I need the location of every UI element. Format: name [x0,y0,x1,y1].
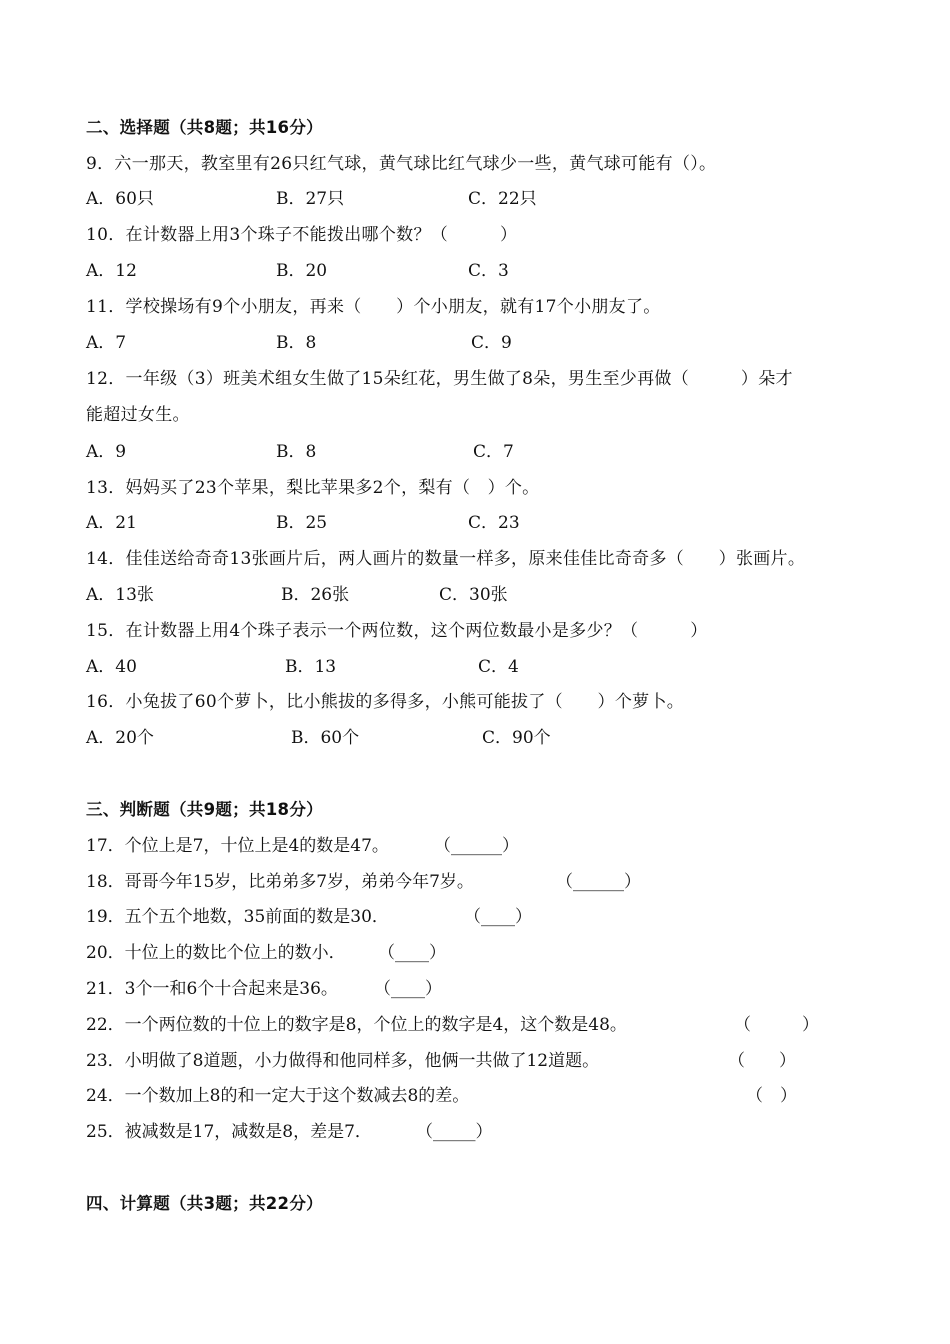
option-c: C．7 [473,442,514,462]
question-16: 16．小兔拔了60个萝卜，比小熊拔的多得多，小熊可能拔了（ ）个萝卜。 [86,692,685,712]
question-text: 20．十位上的数比个位上的数小． [86,943,346,963]
options-14 [86,583,910,607]
option-a: A．60只 [86,189,154,209]
question-10: 10．在计数器上用3个珠子不能拨出哪个数？（ ） [86,225,518,245]
question-19 [86,905,910,929]
option-c: C．23 [468,513,520,533]
answer-blank: （____） [374,979,442,999]
answer-blank: （______） [556,872,641,892]
option-a: A．9 [86,442,127,462]
option-b: B．60个 [291,728,360,748]
question-12-line-1: 12．一年级（3）班美术组女生做了15朵红花，男生做了8朵，男生至少再做（ ）朵才 [86,369,793,389]
question-20 [86,941,910,965]
option-c: C．22只 [468,189,537,209]
option-b: B．8 [276,442,317,462]
option-b: B．27只 [276,189,345,209]
question-22 [86,1013,910,1037]
answer-blank: （_____） [416,1122,493,1142]
answer-blank: （____） [464,907,532,927]
section-heading-choice: 二、选择题（共8题；共16分） [86,118,323,137]
question-13: 13．妈妈买了23个苹果，梨比苹果多2个，梨有（ ）个。 [86,478,540,498]
option-c: C．9 [471,333,512,353]
answer-blank: （____） [378,943,446,963]
answer-blank: （______） [434,836,519,856]
question-text: 19．五个五个地数，35前面的数是30． [86,907,389,927]
option-c: C．30张 [439,585,508,605]
question-24 [86,1084,910,1108]
option-a: A．13张 [86,585,154,605]
question-text: 25．被减数是17，减数是8，差是7． [86,1122,372,1142]
option-c: C．4 [478,657,519,677]
option-b: B．26张 [281,585,350,605]
option-c: C．90个 [482,728,551,748]
options-9 [86,187,910,211]
options-12 [86,440,910,464]
option-b: B．25 [276,513,328,533]
options-10 [86,259,910,283]
option-a: A．21 [86,513,137,533]
options-15 [86,655,910,679]
question-23 [86,1049,910,1073]
question-15: 15．在计数器上用4个珠子表示一个两位数，这个两位数最小是多少？（ ） [86,621,708,641]
option-a: A．7 [86,333,127,353]
question-11: 11．学校操场有9个小朋友，再来（ ）个小朋友，就有17个小朋友了。 [86,297,661,317]
option-b: B．13 [285,657,337,677]
question-21 [86,977,910,1001]
option-c: C．3 [468,261,509,281]
question-9: 9．六一那天，教室里有26只红气球，黄气球比红气球少一些，黄气球可能有（）。 [86,154,717,174]
answer-blank: （ ） [734,1015,819,1035]
question-text: 18．哥哥今年15岁，比弟弟多7岁，弟弟今年7岁。 [86,872,474,892]
option-a: A．12 [86,261,137,281]
question-17 [86,834,910,858]
options-13 [86,511,910,535]
options-11 [86,331,910,355]
question-text: 22．一个两位数的十位上的数字是8，个位上的数字是4，这个数是48。 [86,1015,627,1035]
question-25 [86,1120,910,1144]
option-a: A．40 [86,657,137,677]
option-b: B．8 [276,333,317,353]
question-14: 14．佳佳送给奇奇13张画片后，两人画片的数量一样多，原来佳佳比奇奇多（ ）张画片。 [86,549,806,569]
question-text: 24．一个数加上8的和一定大于这个数减去8的差。 [86,1086,470,1106]
option-a: A．20个 [86,728,154,748]
section-heading-judge: 三、判断题（共9题；共18分） [86,800,323,819]
question-text: 17．个位上是7，十位上是4的数是47。 [86,836,389,856]
options-16 [86,726,910,750]
question-18 [86,870,910,894]
question-text: 23．小明做了8道题，小力做得和他同样多，他俩一共做了12道题。 [86,1051,600,1071]
answer-blank: （ ） [728,1051,796,1071]
section-heading-calc: 四、计算题（共3题；共22分） [86,1194,323,1213]
answer-blank: （ ） [746,1086,797,1106]
question-12-line-2: 能超过女生。 [86,405,190,425]
option-b: B．20 [276,261,328,281]
question-text: 21．3个一和6个十合起来是36。 [86,979,338,999]
